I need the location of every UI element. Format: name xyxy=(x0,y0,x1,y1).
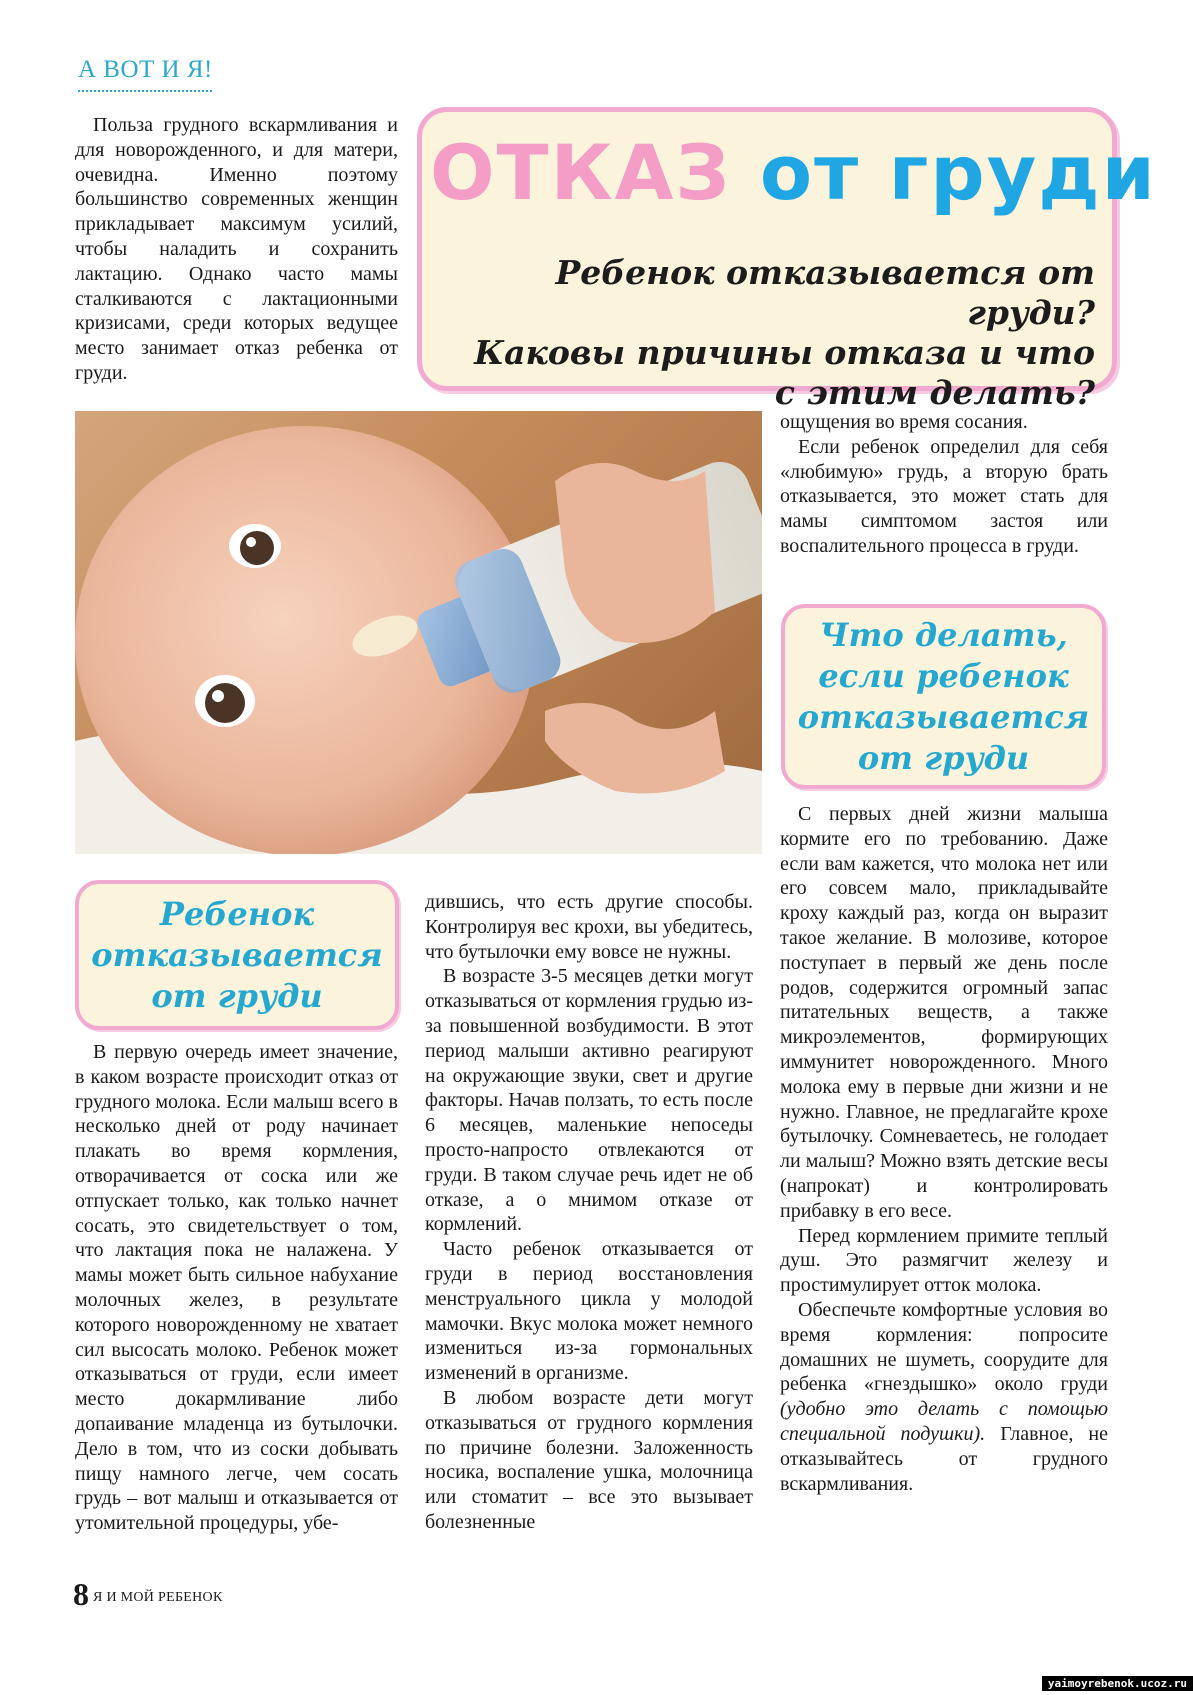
paragraph: Если ребенок определил для себя «любимую» грудь, а вторую брать отказывается, это может стать для мамы симптомом застоя или воспалительного процесса в груди. xyxy=(780,435,1108,557)
title-word-breast: от груди xyxy=(759,128,1157,217)
paragraph xyxy=(780,1298,1108,1496)
callout-what-to-do xyxy=(781,604,1106,789)
article-subtitle xyxy=(435,253,1095,413)
subtitle-line: с этим делать? xyxy=(774,373,1095,412)
paragraph-text: Главное, не отказывайтесь от грудного вскармливания. xyxy=(780,1422,1109,1495)
callout-text: Что делать, если ребенок отказывается от груди xyxy=(797,615,1090,777)
intro-text-block xyxy=(75,113,398,386)
baby-bottle-illustration xyxy=(75,411,762,854)
column-middle xyxy=(425,890,753,1535)
article-title xyxy=(430,128,1157,217)
paragraph: Часто ребенок отказывается от груди в период восстановления менструального цикла у молодой мамочки. Вкус молока может немного измениться из-за гормональных изменений в организме. xyxy=(425,1238,753,1385)
paragraph-text: Обеспечьте комфортные условия во время кормления: попросите домашних не шуметь, соорудите для ребенка «гнездышко» около груди xyxy=(780,1298,1108,1396)
site-watermark: yaimoyrebenok.ucoz.ru xyxy=(1042,1676,1193,1691)
column-left xyxy=(75,1040,398,1536)
column-right-top xyxy=(780,410,1108,559)
callout-text: Ребенок отказывается от груди xyxy=(91,894,383,1015)
subtitle-line: Каковы причины отказа и что xyxy=(474,333,1095,372)
paragraph: Перед кормлением примите теплый душ. Это размягчит железу и простимулирует отток молока. xyxy=(780,1224,1108,1297)
magazine-name: Я И МОЙ РЕБЕНОК xyxy=(93,1590,223,1605)
subtitle-line: Ребенок отказывается от груди? xyxy=(555,253,1095,332)
column-right-bottom xyxy=(780,802,1108,1496)
paragraph: В первую очередь имеет значение, в каком возрасте происходит отказ от грудного молока. Если малыш всего в несколько дней от роду начинает плакать во время кормления, отворачивается от соска или же отпускает только, как только начнет сосать, это свидетельствует о том, что лактация пока не налажена. У мамы может быть сильное набухание молочных желез, в результате которого новорожденному не хватает сил высосать молоко. Ребенок может отказываться от груди, если имеет место докармливание либо допаивание младенца из бутылочки. Дело в том, что из соски добывать пищу намного легче, чем сосать грудь – вот малыш и отказывается от утомительной процедуры, убе- xyxy=(75,1041,398,1535)
paragraph: В возрасте 3-5 месяцев детки могут отказываться от кормления грудью из-за повышенной возбудимости. В этот период малыши активно реагируют на окружающие звуки, свет и другие факторы. Начав ползать, то есть после 6 месяцев, маленькие непоседы просто-напросто отвлекаются от груди. В таком случае речь идет не об отказе, а о мнимом отказе от кормлений. xyxy=(425,965,753,1236)
section-underline xyxy=(78,90,212,92)
baby-bottle-photo xyxy=(75,411,762,854)
section-label: А ВОТ И Я! xyxy=(78,56,213,83)
paragraph: ощущения во время сосания. xyxy=(780,411,1028,433)
paragraph: С первых дней жизни малыша кормите его по требованию. Даже если вам кажется, что молока нет или его совсем мало, прикладывайте кроху каждый раз, когда он выразит такое желание. В молозиве, которое поступает в первый же день после родов, содержится огромный запас питательных веществ, а также микроэлементов, формирующих иммунитет новорожденного. Много молока ему в первые дни жизни и не нужно. Главное, не предлагайте крохе бутылочку. Сомневаетесь, не голодает ли малыш? Можно взять детские весы (напрокат) и контролировать прибавку в его весе. xyxy=(780,803,1108,1222)
page-number: 8 xyxy=(73,1576,89,1612)
intro-paragraph: Польза грудного вскармливания и для новорожденного, и для матери, очевидна. Именно поэтому большинство современных женщин прикладывает максимум усилий, чтобы наладить и сохранить лактацию. Однако часто мамы сталкиваются с лактационными кризисами, среди которых ведущее место занимает отказ ребенка от груди. xyxy=(75,114,398,384)
paragraph-italic: (удобно это делать с помощью специальной подушки). xyxy=(780,1398,1108,1445)
paragraph: дившись, что есть другие способы. Контролируя вес крохи, вы убедитесь, что бутылочки ему вовсе не нужны. xyxy=(425,891,753,963)
paragraph: В любом возрасте дети могут отказываться от грудного кормления по причине болезни. Заложенность носика, воспаление ушка, молочница или стоматит – все это вызывает болезненные xyxy=(425,1386,753,1533)
title-word-refusal: ОТКАЗ xyxy=(430,128,732,217)
callout-child-refuses xyxy=(75,880,399,1030)
